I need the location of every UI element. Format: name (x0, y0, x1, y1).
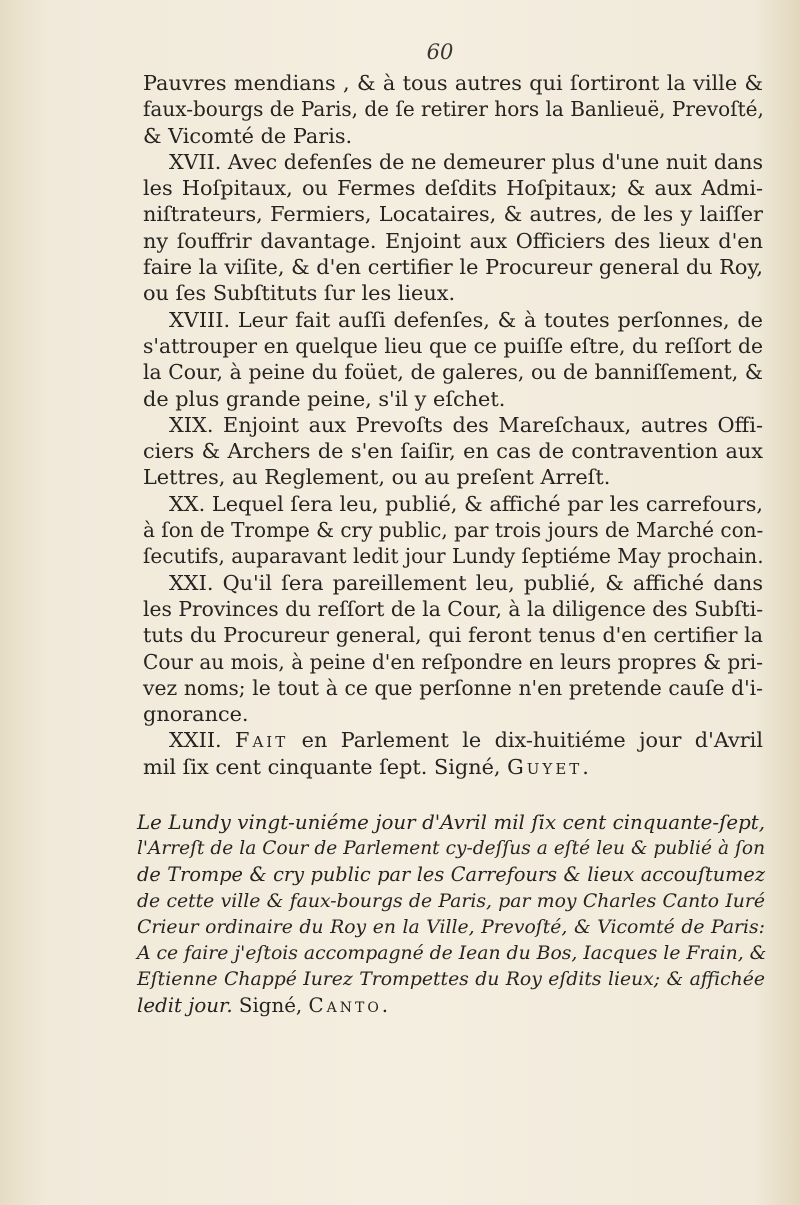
text-line: XXI. Qu'il ſera pareillement leu, publié, & affiché dans (169, 570, 763, 595)
notice-line: de cette ville & faux-bourgs de Paris, par moy Charles Canto Iuré (137, 890, 765, 912)
text-line (143, 754, 763, 780)
signe-word: Signé, (238, 994, 303, 1018)
text-line: Pauvres mendians , & à tous autres qui ſortiront la ville & (143, 71, 763, 95)
text-line: les Provinces du reſſort de la Cour, à la diligence des Subſti- (143, 596, 764, 621)
article-xxii (143, 727, 763, 780)
text-fragment: mil ſix cent cinquante ſept. Signé, (143, 754, 501, 779)
text-line: XIX. Enjoint aux Prevoſts des Mareſchaux, autres Offi- (169, 412, 763, 437)
text-line: XX. Lequel ſera leu, publié, & affiché par les carrefours, (169, 491, 763, 516)
page-number: 60 (426, 40, 454, 64)
text-line: & Vicomté de Paris. (143, 123, 353, 148)
text-line: les Hoſpitaux, ou Fermes deſdits Hoſpitaux; & aux Admi- (143, 176, 763, 201)
article-xix (143, 412, 763, 491)
notice-line (137, 993, 765, 1019)
text-line: ny ſouffrir davantage. Enjoint aux Officiers des lieux d'en (143, 228, 763, 253)
text-line: Lettres, au Reglement, ou au preſent Arreſt. (143, 465, 611, 490)
fait-word: Fait (235, 728, 289, 753)
signature-guyet: Guyet. (507, 754, 592, 779)
article-xvii (143, 149, 763, 307)
text-line (143, 727, 763, 753)
notice-line: Eſtienne Chappé Iurez Trompettes du Roy eſdits lieux; & affichée (137, 969, 765, 991)
text-fragment: en Parlement le dix-huitiéme jour d'Avril (301, 728, 763, 753)
article-continuation (143, 70, 763, 149)
text-line: faire la viſite, & d'en certifier le Procureur general du Roy, (143, 255, 763, 280)
text-line: ou ſes Subſtituts ſur les lieux. (143, 281, 456, 306)
signature-canto: Canto. (308, 994, 392, 1018)
text-line: à ſon de Trompe & cry public, par trois jours de Marché con- (143, 518, 764, 543)
article-number: XXII. (169, 728, 222, 753)
article-xx (143, 491, 763, 570)
notice-line: Crieur ordinaire du Roy en la Ville, Prevoſté, & Vicomté de Paris: (137, 916, 765, 938)
text-line: XVIII. Leur fait auſſi defenſes, & à toutes perſonnes, de (169, 307, 763, 332)
notice-line: Le Lundy vingt-uniéme jour d'Avril mil ſix cent cinquante-ſept, (137, 811, 765, 834)
text-line: faux-bourgs de Paris, de ſe retirer hors la Banlieuë, Prevoſté, (143, 97, 764, 122)
notice-line: l'Arreſt de la Cour de Parlement cy-deſſus a eſté leu & publié à ſon (137, 838, 765, 860)
text-line: s'attrouper en quelque lieu que ce puiſſe eſtre, du reſſort de (143, 333, 763, 358)
text-line: gnorance. (143, 702, 249, 727)
notice-line: de Trompe & cry public par les Carrefours & lieux accouſtumez (137, 863, 765, 887)
text-line: de plus grande peine, s'il y eſchet. (143, 386, 506, 411)
article-xxi (143, 570, 763, 728)
text-line: ciers & Archers de s'en ſaiſir, en cas de contravention aux (143, 439, 763, 464)
text-line: XVII. Avec defenſes de ne demeurer plus d'une nuit dans (169, 149, 763, 174)
text-fragment: ledit jour. (137, 994, 233, 1018)
article-xviii (143, 307, 763, 412)
text-line: tuts du Procureur general, qui feront tenus d'en certifier la (143, 623, 763, 648)
text-line: ſecutifs, auparavant ledit jour Lundy ſeptiéme May prochain. (143, 544, 764, 569)
notice-line: A ce faire j'eſtois accompagné de Iean du Bos, Iacques le Frain, & (137, 942, 767, 964)
text-line: la Cour, à peine du foüet, de galeres, ou de banniſſement, & (143, 360, 763, 385)
publication-notice (137, 810, 765, 1020)
text-line: Cour au mois, à peine d'en reſpondre en leurs propres & pri- (143, 649, 763, 674)
text-line: niſtrateurs, Fermiers, Locataires, & autres, de les y laiſſer (143, 202, 763, 227)
ordinance-text (143, 70, 763, 780)
text-line: vez noms; le tout à ce que perſonne n'en pretende cauſe d'i- (143, 675, 763, 700)
